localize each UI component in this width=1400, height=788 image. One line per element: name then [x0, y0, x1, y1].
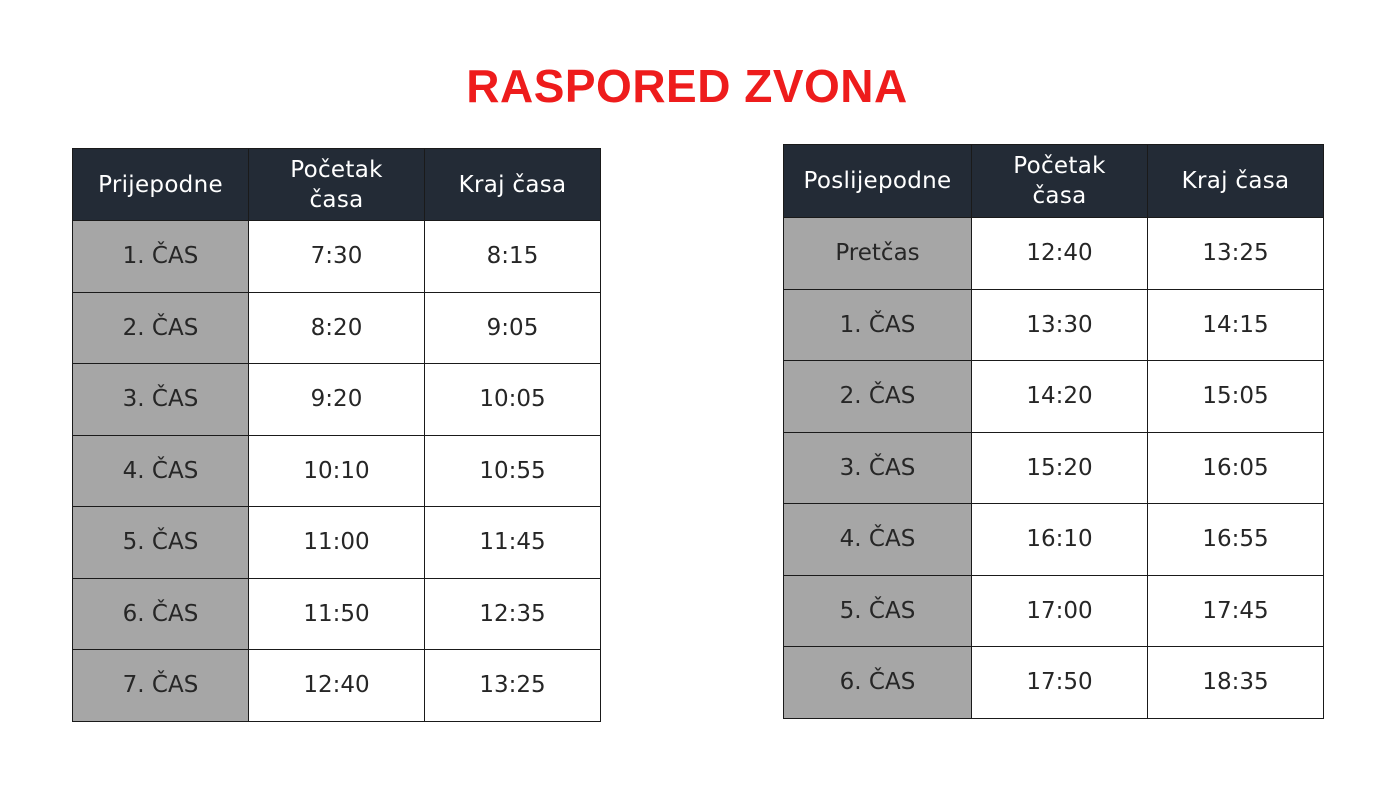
end-time-cell: 9:05: [425, 292, 601, 364]
period-cell: 4. ČAS: [784, 504, 972, 576]
afternoon-schedule-table: [783, 144, 1324, 719]
start-time-cell: 17:50: [972, 647, 1148, 719]
table-row: [784, 575, 1324, 647]
end-time-cell: 13:25: [425, 650, 601, 722]
period-cell: Pretčas: [784, 218, 972, 290]
header-end: Kraj časa: [1148, 145, 1324, 218]
start-time-cell: 12:40: [249, 650, 425, 722]
start-time-cell: 15:20: [972, 432, 1148, 504]
table-row: [784, 218, 1324, 290]
start-time-cell: 17:00: [972, 575, 1148, 647]
start-time-cell: 12:40: [972, 218, 1148, 290]
start-time-cell: 14:20: [972, 361, 1148, 433]
period-cell: 3. ČAS: [73, 364, 249, 436]
end-time-cell: 10:55: [425, 435, 601, 507]
end-time-cell: 14:15: [1148, 289, 1324, 361]
table-row: [73, 650, 601, 722]
period-cell: 1. ČAS: [73, 221, 249, 293]
start-time-cell: 13:30: [972, 289, 1148, 361]
table-row: [73, 292, 601, 364]
morning-schedule-table: [72, 148, 601, 722]
end-time-cell: 18:35: [1148, 647, 1324, 719]
period-cell: 4. ČAS: [73, 435, 249, 507]
start-time-cell: 9:20: [249, 364, 425, 436]
end-time-cell: 13:25: [1148, 218, 1324, 290]
period-cell: 6. ČAS: [784, 647, 972, 719]
table-row: [784, 504, 1324, 576]
end-time-cell: 11:45: [425, 507, 601, 579]
period-cell: 1. ČAS: [784, 289, 972, 361]
header-start: Početak časa: [972, 145, 1148, 218]
end-time-cell: 10:05: [425, 364, 601, 436]
end-time-cell: 12:35: [425, 578, 601, 650]
end-time-cell: 16:05: [1148, 432, 1324, 504]
table-header-row: [73, 149, 601, 221]
period-cell: 3. ČAS: [784, 432, 972, 504]
table-row: [784, 647, 1324, 719]
start-time-cell: 16:10: [972, 504, 1148, 576]
table-row: [784, 289, 1324, 361]
start-time-cell: 8:20: [249, 292, 425, 364]
table-row: [784, 432, 1324, 504]
start-time-cell: 7:30: [249, 221, 425, 293]
period-cell: 5. ČAS: [784, 575, 972, 647]
period-cell: 2. ČAS: [73, 292, 249, 364]
period-cell: 2. ČAS: [784, 361, 972, 433]
end-time-cell: 17:45: [1148, 575, 1324, 647]
header-session: Prijepodne: [73, 149, 249, 221]
table-row: [73, 221, 601, 293]
page-title: RASPORED ZVONA: [466, 60, 908, 112]
end-time-cell: 8:15: [425, 221, 601, 293]
header-session: Poslijepodne: [784, 145, 972, 218]
table-row: [73, 435, 601, 507]
table-row: [73, 364, 601, 436]
end-time-cell: 16:55: [1148, 504, 1324, 576]
table-header-row: [784, 145, 1324, 218]
table-row: [73, 507, 601, 579]
end-time-cell: 15:05: [1148, 361, 1324, 433]
table-row: [784, 361, 1324, 433]
start-time-cell: 11:50: [249, 578, 425, 650]
start-time-cell: 11:00: [249, 507, 425, 579]
header-end: Kraj časa: [425, 149, 601, 221]
period-cell: 6. ČAS: [73, 578, 249, 650]
header-start: Početak časa: [249, 149, 425, 221]
start-time-cell: 10:10: [249, 435, 425, 507]
period-cell: 5. ČAS: [73, 507, 249, 579]
period-cell: 7. ČAS: [73, 650, 249, 722]
table-row: [73, 578, 601, 650]
